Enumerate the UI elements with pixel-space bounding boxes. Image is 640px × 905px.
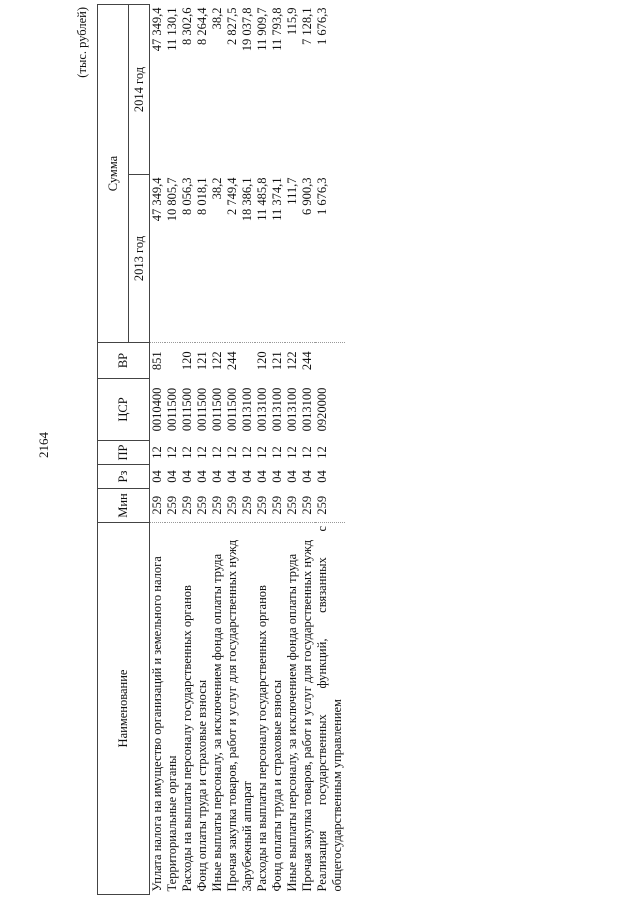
row-vr: 244 bbox=[225, 351, 239, 371]
row-name: Территориальные органы bbox=[165, 755, 179, 892]
row-vr bbox=[240, 343, 255, 379]
table-row bbox=[315, 5, 345, 895]
row-sum-2013: 1 676,3 bbox=[315, 175, 345, 343]
row-name: Иные выплаты персоналу, за исключением фонда оплаты труда bbox=[285, 553, 299, 892]
row-name: Фонд оплаты труда и страховые взносы bbox=[195, 679, 209, 892]
row-sum-2014: 8 302,6 bbox=[180, 7, 194, 45]
row-vr bbox=[315, 343, 345, 379]
row-csr: 0010400 bbox=[150, 387, 164, 432]
row-sum-2013: 10 805,7 bbox=[165, 175, 180, 343]
row-sum-2014: 11 130,1 bbox=[165, 7, 179, 51]
row-pr: 12 bbox=[165, 446, 179, 459]
row-sum-2013: 11 485,8 bbox=[255, 175, 270, 343]
header-rz: Рз bbox=[98, 465, 150, 489]
header-year-2013: 2013 год bbox=[129, 175, 150, 343]
row-min: 259 bbox=[180, 489, 195, 523]
row-name: Реализация государственных функций, связанных с общегосударственным управлением bbox=[315, 526, 344, 892]
row-rz: 04 bbox=[270, 470, 284, 483]
row-rz: 04 bbox=[180, 470, 194, 483]
row-sum-2013: 47 349,4 bbox=[150, 175, 166, 343]
row-csr: 0011500 bbox=[165, 387, 179, 432]
row-vr: 120 bbox=[255, 351, 269, 371]
row-vr: 244 bbox=[300, 351, 314, 371]
row-sum-2013: 38,2 bbox=[210, 175, 225, 343]
row-min: 259 bbox=[300, 489, 315, 523]
row-vr bbox=[165, 343, 180, 379]
row-rz: 04 bbox=[210, 470, 224, 483]
row-pr: 12 bbox=[240, 446, 254, 459]
row-sum-2013: 11 374,1 bbox=[270, 175, 285, 343]
table-row bbox=[195, 5, 210, 895]
row-csr: 0011500 bbox=[210, 387, 224, 432]
row-name: Расходы на выплаты персоналу государственных органов bbox=[180, 585, 194, 892]
row-min: 259 bbox=[225, 489, 240, 523]
row-rz: 04 bbox=[240, 470, 254, 483]
page-number: 2164 bbox=[36, 432, 51, 458]
row-name: Иные выплаты персоналу, за исключением фонда оплаты труда bbox=[210, 553, 224, 892]
budget-table bbox=[97, 4, 345, 895]
row-pr: 12 bbox=[180, 446, 194, 459]
row-rz: 04 bbox=[225, 470, 239, 483]
header-pr: ПР bbox=[98, 441, 150, 465]
row-min: 259 bbox=[195, 489, 210, 523]
row-csr: 0013100 bbox=[285, 387, 299, 432]
row-pr: 12 bbox=[315, 446, 329, 459]
row-csr: 0011500 bbox=[195, 387, 209, 432]
row-rz: 04 bbox=[255, 470, 269, 483]
row-name: Уплата налога на имущество организаций и земельного налога bbox=[150, 556, 164, 892]
table-row bbox=[285, 5, 300, 895]
row-sum-2014: 1 676,3 bbox=[315, 7, 329, 45]
row-sum-2013: 2 749,4 bbox=[225, 175, 240, 343]
row-pr: 12 bbox=[225, 446, 239, 459]
row-pr: 12 bbox=[150, 446, 164, 459]
row-csr: 0013100 bbox=[300, 387, 314, 432]
row-name: Фонд оплаты труда и страховые взносы bbox=[270, 679, 284, 892]
row-sum-2014: 115,9 bbox=[285, 7, 299, 36]
row-min: 259 bbox=[255, 489, 270, 523]
row-min: 259 bbox=[315, 489, 345, 523]
row-sum-2014: 47 349,4 bbox=[150, 7, 164, 52]
row-min: 259 bbox=[165, 489, 180, 523]
row-min: 259 bbox=[285, 489, 300, 523]
row-csr: 0011500 bbox=[225, 387, 239, 432]
row-min: 259 bbox=[210, 489, 225, 523]
row-sum-2014: 2 827,5 bbox=[225, 7, 239, 45]
header-year-2014: 2014 год bbox=[129, 5, 150, 175]
budget-table-sheet bbox=[75, 5, 640, 895]
table-row bbox=[255, 5, 270, 895]
header-vr: ВР bbox=[98, 343, 150, 379]
row-pr: 12 bbox=[195, 446, 209, 459]
row-sum-2014: 11 793,8 bbox=[270, 7, 284, 51]
row-sum-2014: 19 037,8 bbox=[240, 7, 254, 52]
row-name: Расходы на выплаты персоналу государственных органов bbox=[255, 585, 269, 892]
row-rz: 04 bbox=[150, 470, 164, 483]
row-min: 259 bbox=[240, 489, 255, 523]
units-note: (тыс. рублей) bbox=[75, 7, 89, 78]
row-csr: 0011500 bbox=[180, 387, 194, 432]
row-rz: 04 bbox=[285, 470, 299, 483]
header-name: Наименование bbox=[98, 523, 150, 895]
table-row bbox=[150, 5, 166, 895]
table-row bbox=[270, 5, 285, 895]
row-csr: 0013100 bbox=[240, 387, 254, 432]
row-vr: 122 bbox=[210, 351, 224, 371]
table-row bbox=[180, 5, 195, 895]
table-row bbox=[240, 5, 255, 895]
row-rz: 04 bbox=[315, 470, 329, 483]
row-pr: 12 bbox=[285, 446, 299, 459]
table-row bbox=[300, 5, 315, 895]
row-sum-2014: 11 909,7 bbox=[255, 7, 269, 51]
row-sum-2013: 8 056,3 bbox=[180, 175, 195, 343]
row-name: Прочая закупка товаров, работ и услуг для государственных нужд bbox=[225, 539, 239, 892]
row-vr: 121 bbox=[195, 351, 209, 371]
row-csr: 0013100 bbox=[270, 387, 284, 432]
row-rz: 04 bbox=[165, 470, 179, 483]
row-vr: 121 bbox=[270, 351, 284, 371]
row-sum-2014: 8 264,4 bbox=[195, 7, 209, 45]
row-csr: 0920000 bbox=[315, 387, 329, 432]
row-csr: 0013100 bbox=[255, 387, 269, 432]
header-sum: Сумма bbox=[98, 5, 129, 343]
row-sum-2013: 18 386,1 bbox=[240, 175, 255, 343]
row-vr: 122 bbox=[285, 351, 299, 371]
row-name: Прочая закупка товаров, работ и услуг для государственных нужд bbox=[300, 539, 314, 892]
row-min: 259 bbox=[150, 489, 166, 523]
row-pr: 12 bbox=[270, 446, 284, 459]
row-rz: 04 bbox=[300, 470, 314, 483]
row-vr: 851 bbox=[150, 351, 164, 371]
table-row bbox=[225, 5, 240, 895]
row-pr: 12 bbox=[255, 446, 269, 459]
row-sum-2014: 38,2 bbox=[210, 7, 224, 30]
row-pr: 12 bbox=[210, 446, 224, 459]
row-vr: 120 bbox=[180, 351, 194, 371]
row-pr: 12 bbox=[300, 446, 314, 459]
row-sum-2013: 8 018,1 bbox=[195, 175, 210, 343]
row-rz: 04 bbox=[195, 470, 209, 483]
row-sum-2013: 111,7 bbox=[285, 175, 300, 343]
row-min: 259 bbox=[270, 489, 285, 523]
header-min: Мин bbox=[98, 489, 150, 523]
table-row bbox=[165, 5, 180, 895]
row-sum-2013: 6 900,3 bbox=[300, 175, 315, 343]
header-csr: ЦСР bbox=[98, 379, 150, 441]
row-name: Зарубежный аппарат bbox=[240, 780, 254, 892]
table-row bbox=[210, 5, 225, 895]
row-sum-2014: 7 128,1 bbox=[300, 7, 314, 45]
